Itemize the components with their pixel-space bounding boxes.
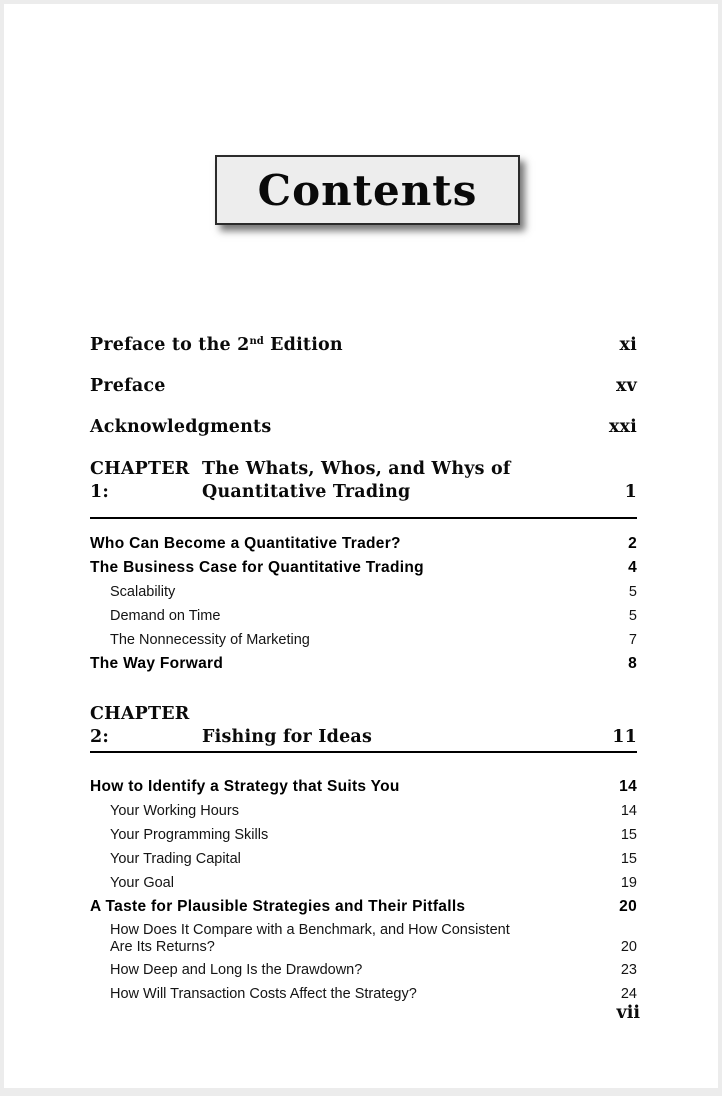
section-title: Demand on Time: [110, 608, 221, 624]
toc-chapter-1-heading: [90, 458, 637, 504]
section-page-number: 14: [619, 778, 637, 795]
toc-subsection-entry: [90, 802, 637, 820]
toc-chapter-2-heading: [90, 703, 637, 749]
chapter-title: [202, 458, 625, 504]
toc-entry-text: Edition: [263, 335, 343, 355]
toc-subsection-entry: [90, 631, 637, 649]
toc-subsection-entry: [90, 874, 637, 892]
section-title: The Business Case for Quantitative Trading: [90, 559, 424, 576]
toc-subsection-entry: [90, 826, 637, 844]
toc-entry-page-number: xi: [619, 335, 637, 355]
section-page-number: 20: [619, 898, 637, 915]
section-page-number: 20: [620, 938, 637, 955]
toc-entry-page-number: xxi: [608, 417, 637, 437]
section-title-line: Are Its Returns?: [110, 938, 215, 955]
chapter-title-line: Fishing for Ideas: [202, 727, 373, 747]
toc-entry-preface: [90, 375, 637, 397]
toc-subsection-entry: [90, 961, 637, 979]
section-page-number: 14: [620, 803, 637, 819]
toc-section-entry: [90, 898, 637, 916]
toc-entry-label: Acknowledgments: [90, 417, 272, 437]
contents-title: Contents: [257, 165, 478, 215]
chapter-page-number: 1: [624, 482, 637, 502]
ordinal-superscript: nd: [249, 336, 264, 347]
toc-subsection-entry: [90, 985, 637, 1003]
chapter-title: [202, 726, 612, 749]
section-page-number: 5: [628, 584, 637, 600]
section-title: Who Can Become a Quantitative Trader?: [90, 535, 401, 552]
toc-subsection-entry: [90, 922, 637, 955]
section-page-number: 7: [628, 632, 637, 648]
page-number-folio: vii: [616, 1003, 640, 1023]
section-title: The Nonnecessity of Marketing: [110, 632, 310, 648]
section-page-number: 8: [628, 655, 637, 672]
chapter-1-sections: [90, 535, 637, 673]
toc-entry-label: [90, 331, 343, 356]
chapter-2-sections: [90, 778, 637, 1003]
toc-subsection-entry: [90, 583, 637, 601]
table-of-contents: [90, 331, 637, 1009]
book-page: [4, 4, 718, 1088]
toc-entry-preface-2nd-edition: [90, 331, 637, 356]
section-page-number: 19: [620, 875, 637, 891]
chapter-title-line: The Whats, Whos, and Whys of: [202, 459, 511, 479]
section-title: Your Working Hours: [110, 803, 239, 819]
section-page-number: 5: [628, 608, 637, 624]
toc-section-entry: [90, 559, 637, 577]
section-title: How Deep and Long Is the Drawdown?: [110, 962, 363, 978]
toc-subsection-entry: [90, 850, 637, 868]
section-title: How to Identify a Strategy that Suits You: [90, 778, 400, 795]
chapter-page-number: 11: [612, 727, 637, 747]
toc-section-entry: [90, 535, 637, 553]
section-title: [110, 922, 530, 955]
toc-entry-acknowledgments: [90, 416, 637, 438]
section-page-number: 23: [620, 962, 637, 978]
section-title: Your Trading Capital: [110, 851, 241, 867]
section-title: How Will Transaction Costs Affect the Strategy?: [110, 986, 417, 1002]
section-page-number: 15: [620, 827, 637, 843]
section-page-number: 24: [620, 986, 637, 1002]
toc-section-entry: [90, 655, 637, 673]
section-title: A Taste for Plausible Strategies and Their Pitfalls: [90, 898, 466, 915]
section-title: Your Programming Skills: [110, 827, 269, 843]
toc-section-entry: [90, 778, 637, 796]
section-page-number: 2: [628, 535, 637, 552]
toc-entry-page-number: xv: [615, 376, 637, 396]
section-page-number: 4: [628, 559, 637, 576]
toc-entry-label: Preface: [90, 376, 166, 396]
chapter-label: CHAPTER 1:: [90, 459, 190, 502]
contents-header-box: [215, 155, 520, 225]
chapter-label: CHAPTER 2:: [90, 704, 190, 747]
toc-subsection-entry: [90, 607, 637, 625]
section-title: Your Goal: [110, 875, 174, 891]
section-title: The Way Forward: [90, 655, 224, 672]
chapter-title-line: Quantitative Trading: [202, 482, 411, 502]
section-divider: [90, 517, 637, 519]
section-page-number: 15: [620, 851, 637, 867]
section-title: Scalability: [110, 584, 176, 600]
toc-entry-text: Preface to the 2: [90, 335, 250, 355]
section-title-line: How Does It Compare with a Benchmark, and How Consistent: [110, 922, 510, 938]
section-divider: [90, 751, 637, 753]
